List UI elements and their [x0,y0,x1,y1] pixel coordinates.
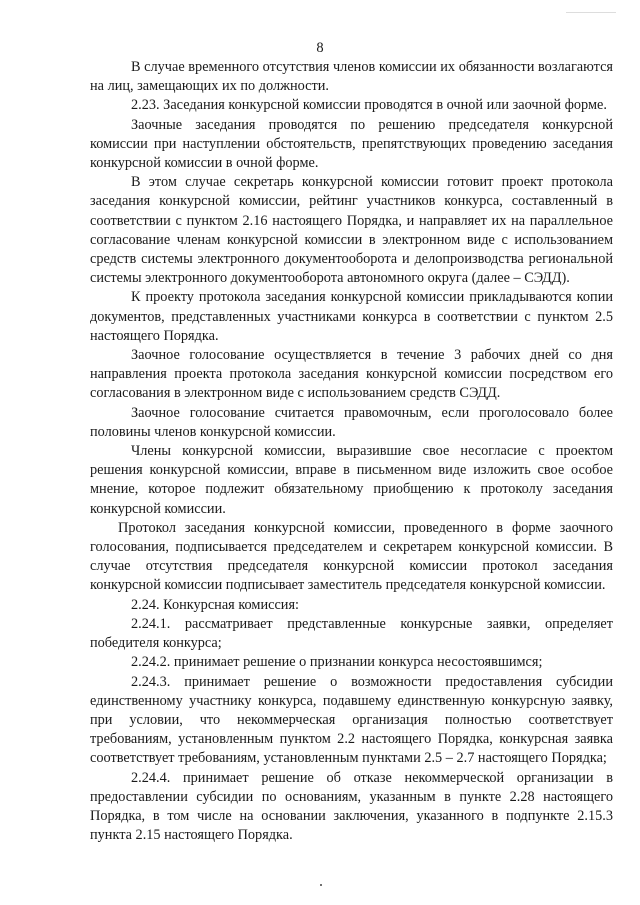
paragraph-attachments: К проекту протокола заседания конкурсной комиссии прикладываются копии документов, представленных участниками конкурса в соответствии с пунктом 2.5 настоящего Порядка. [90,289,613,344]
paragraph-absence: В случае временного отсутствия членов комиссии их обязанности возлагаются на лиц, замещающих их по должности. [90,59,613,95]
paragraph-protocol-signing: Протокол заседания конкурсной комиссии, проведенного в форме заочного голосования, подписывается председателем и секретарем конкурсной комиссии. В случае отсутствия председателя конкурсной комиссии протокол заседания конкурсной комиссии подписывает заместитель председателя конкурсной комиссии. [90,519,613,594]
paragraph-2-24: 2.24. Конкурсная комиссия: [131,596,300,613]
paragraph-2-24-4: 2.24.4. принимает решение об отказе некоммерческой организации в предоставлении субсидии по основаниям, указанным в пункте 2.28 настоящего Порядка, в том числе на основании заключения, указанного в подпункте 2.15.3 пункта 2.15 настоящего Порядка. [90,769,613,844]
paragraph-quorum: Заочное голосование считается правомочным, если проголосовало более половины членов конкурсной комиссии. [90,404,613,440]
paragraph-voting-period: Заочное голосование осуществляется в течение 3 рабочих дней со дня направления проекта протокола заседания конкурсной комиссии посредством его согласования в электронном виде с использованием средств СЭДД. [90,347,613,402]
paragraph-2-24-2: 2.24.2. принимает решение о признании конкурса несостоявшимся; [131,654,543,671]
paragraph-secretary-draft: В этом случае секретарь конкурсной комиссии готовит проект протокола заседания конкурсной комиссии, рейтинг участников конкурса, составленный в соответствии с пунктом 2.16 настоящего Порядка, и направляет их на параллельное согласование членам конкурсной комиссии в электронном виде с использованием средств системы электронного документооборота и делопроизводства региональной системы электронного документооборота автономного округа (далее – СЭДД). [90,174,613,287]
paragraph-2-23: 2.23. Заседания конкурсной комиссии проводятся в очной или заочной форме. [131,97,607,114]
document-body [90,58,613,845]
scan-artifact-dot [320,884,322,886]
scan-edge-mark [566,0,616,13]
paragraph-2-24-3: 2.24.3. принимает решение о возможности предоставления субсидии единственному участнику конкурса, подавшему единственную конкурсную заявку, при условии, что некоммерческая организация полностью соответствует требованиям, установленным пунктом 2.2 настоящего Порядка, конкурсная заявка соответствует требованиям, установленным пунктами 2.5 – 2.7 настоящего Порядка; [90,673,613,767]
paragraph-2-24-1: 2.24.1. рассматривает представленные конкурсные заявки, определяет победителя конкурса; [90,615,613,652]
paragraph-remote-sessions: Заочные заседания проводятся по решению председателя конкурсной комиссии при наступлении обстоятельств, препятствующих проведению заседания конкурсной комиссии в очной форме. [90,116,613,172]
paragraph-dissent: Члены конкурсной комиссии, выразившие свое несогласие с проектом решения конкурсной комиссии, вправе в письменном виде изложить свое особое мнение, которое подлежит обязательному приобщению к протоколу заседания конкурсной комиссии. [90,443,613,517]
page-number: 8 [316,40,324,56]
